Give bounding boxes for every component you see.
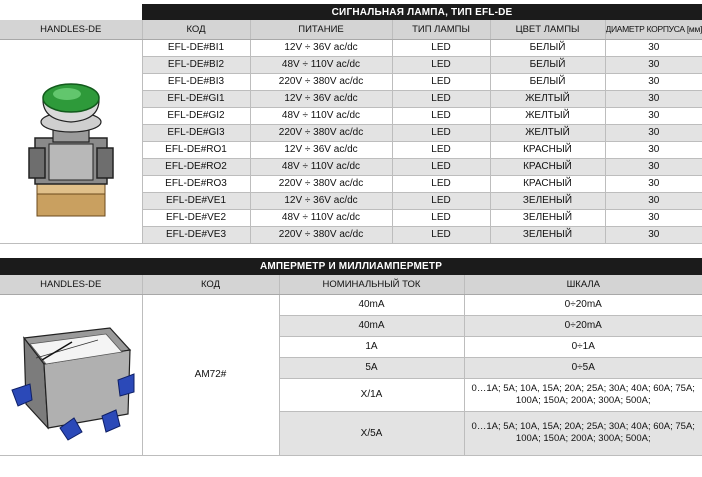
lamp-color-cell: КРАСНЫЙ [490,175,605,192]
power-cell: 12V ÷ 36V ac/dc [250,39,392,56]
lamp-color-cell: ЖЕЛТЫЙ [490,107,605,124]
col-header-lamp-type: ТИП ЛАМПЫ [392,20,490,39]
lamp-table-title: СИГНАЛЬНАЯ ЛАМПА, ТИП EFL-DE [142,4,702,20]
diameter-cell: 30 [605,226,702,243]
nominal-current-cell: 1A [279,336,464,357]
nominal-current-cell: 40mA [279,315,464,336]
meter-table-title: АМПЕРМЕТР И МИЛЛИАМПЕРМЕТР [0,258,702,275]
col-header-handles: HANDLES-DE [0,275,142,294]
lamp-type-cell: LED [392,175,490,192]
col-header-diameter: ДИАМЕТР КОРПУСА [мм] [605,20,702,39]
scale-cell: 0…1A; 5A; 10A, 15A; 20A; 25A; 30A; 40A; 60A; 75A; 100A; 150A; 200A; 300A; 500A; [464,411,702,455]
diameter-cell: 30 [605,192,702,209]
code-cell: EFL-DE#VE3 [142,226,250,243]
power-cell: 48V ÷ 110V ac/dc [250,107,392,124]
nominal-current-cell: 40mA [279,294,464,315]
lamp-type-cell: LED [392,73,490,90]
code-cell: EFL-DE#GI2 [142,107,250,124]
diameter-cell: 30 [605,175,702,192]
scale-cell: 0÷5A [464,357,702,378]
lamp-table [0,4,702,244]
lamp-color-cell: БЕЛЫЙ [490,73,605,90]
code-cell: EFL-DE#RO3 [142,175,250,192]
code-cell: EFL-DE#RO1 [142,141,250,158]
diameter-cell: 30 [605,39,702,56]
title-spacer [0,4,142,20]
col-header-code: КОД [142,20,250,39]
power-cell: 48V ÷ 110V ac/dc [250,56,392,73]
lamp-color-cell: ЗЕЛЕНЫЙ [490,192,605,209]
lamp-type-cell: LED [392,124,490,141]
diameter-cell: 30 [605,90,702,107]
code-cell: EFL-DE#GI1 [142,90,250,107]
lamp-color-cell: ЖЕЛТЫЙ [490,124,605,141]
code-cell: EFL-DE#BI1 [142,39,250,56]
diameter-cell: 30 [605,209,702,226]
diameter-cell: 30 [605,124,702,141]
power-cell: 48V ÷ 110V ac/dc [250,209,392,226]
lamp-color-cell: ЖЕЛТЫЙ [490,90,605,107]
lamp-type-cell: LED [392,226,490,243]
power-cell: 12V ÷ 36V ac/dc [250,192,392,209]
code-cell: EFL-DE#RO2 [142,158,250,175]
col-header-lamp-color: ЦВЕТ ЛАМПЫ [490,20,605,39]
code-cell: AM72# [142,294,279,455]
nominal-current-cell: X/5A [279,411,464,455]
scale-cell: 0…1A; 5A; 10A, 15A; 20A; 25A; 30A; 40A; 60A; 75A; 100A; 150A; 200A; 300A; 500A; [464,378,702,411]
lamp-color-cell: КРАСНЫЙ [490,141,605,158]
power-cell: 48V ÷ 110V ac/dc [250,158,392,175]
col-header-code: КОД [142,275,279,294]
lamp-color-cell: ЗЕЛЕНЫЙ [490,226,605,243]
lamp-color-cell: КРАСНЫЙ [490,158,605,175]
power-cell: 220V ÷ 380V ac/dc [250,124,392,141]
scale-cell: 0÷20mA [464,315,702,336]
table-row [0,294,702,315]
scale-cell: 0÷20mA [464,294,702,315]
col-header-scale: ШКАЛА [464,275,702,294]
lamp-type-cell: LED [392,90,490,107]
power-cell: 12V ÷ 36V ac/dc [250,90,392,107]
col-header-handles: HANDLES-DE [0,20,142,39]
scale-cell: 0÷1A [464,336,702,357]
lamp-type-cell: LED [392,141,490,158]
meter-table [0,258,702,456]
power-cell: 12V ÷ 36V ac/dc [250,141,392,158]
lamp-color-cell: БЕЛЫЙ [490,56,605,73]
diameter-cell: 30 [605,56,702,73]
lamp-type-cell: LED [392,107,490,124]
lamp-type-cell: LED [392,192,490,209]
nominal-current-cell: X/1A [279,378,464,411]
table-row [0,39,702,56]
code-cell: EFL-DE#GI3 [142,124,250,141]
code-cell: EFL-DE#BI2 [142,56,250,73]
diameter-cell: 30 [605,158,702,175]
code-cell: EFL-DE#VE2 [142,209,250,226]
lamp-type-cell: LED [392,158,490,175]
lamp-color-cell: ЗЕЛЕНЫЙ [490,209,605,226]
col-header-nominal-current: НОМИНАЛЬНЫЙ ТОК [279,275,464,294]
code-cell: EFL-DE#BI3 [142,73,250,90]
panel-ammeter-icon [0,294,142,455]
diameter-cell: 30 [605,73,702,90]
diameter-cell: 30 [605,107,702,124]
lamp-type-cell: LED [392,39,490,56]
power-cell: 220V ÷ 380V ac/dc [250,175,392,192]
power-cell: 220V ÷ 380V ac/dc [250,226,392,243]
col-header-power: ПИТАНИЕ [250,20,392,39]
code-cell: EFL-DE#VE1 [142,192,250,209]
lamp-color-cell: БЕЛЫЙ [490,39,605,56]
power-cell: 220V ÷ 380V ac/dc [250,73,392,90]
lamp-type-cell: LED [392,56,490,73]
nominal-current-cell: 5A [279,357,464,378]
diameter-cell: 30 [605,141,702,158]
lamp-type-cell: LED [392,209,490,226]
green-pilot-lamp-icon [0,39,142,243]
